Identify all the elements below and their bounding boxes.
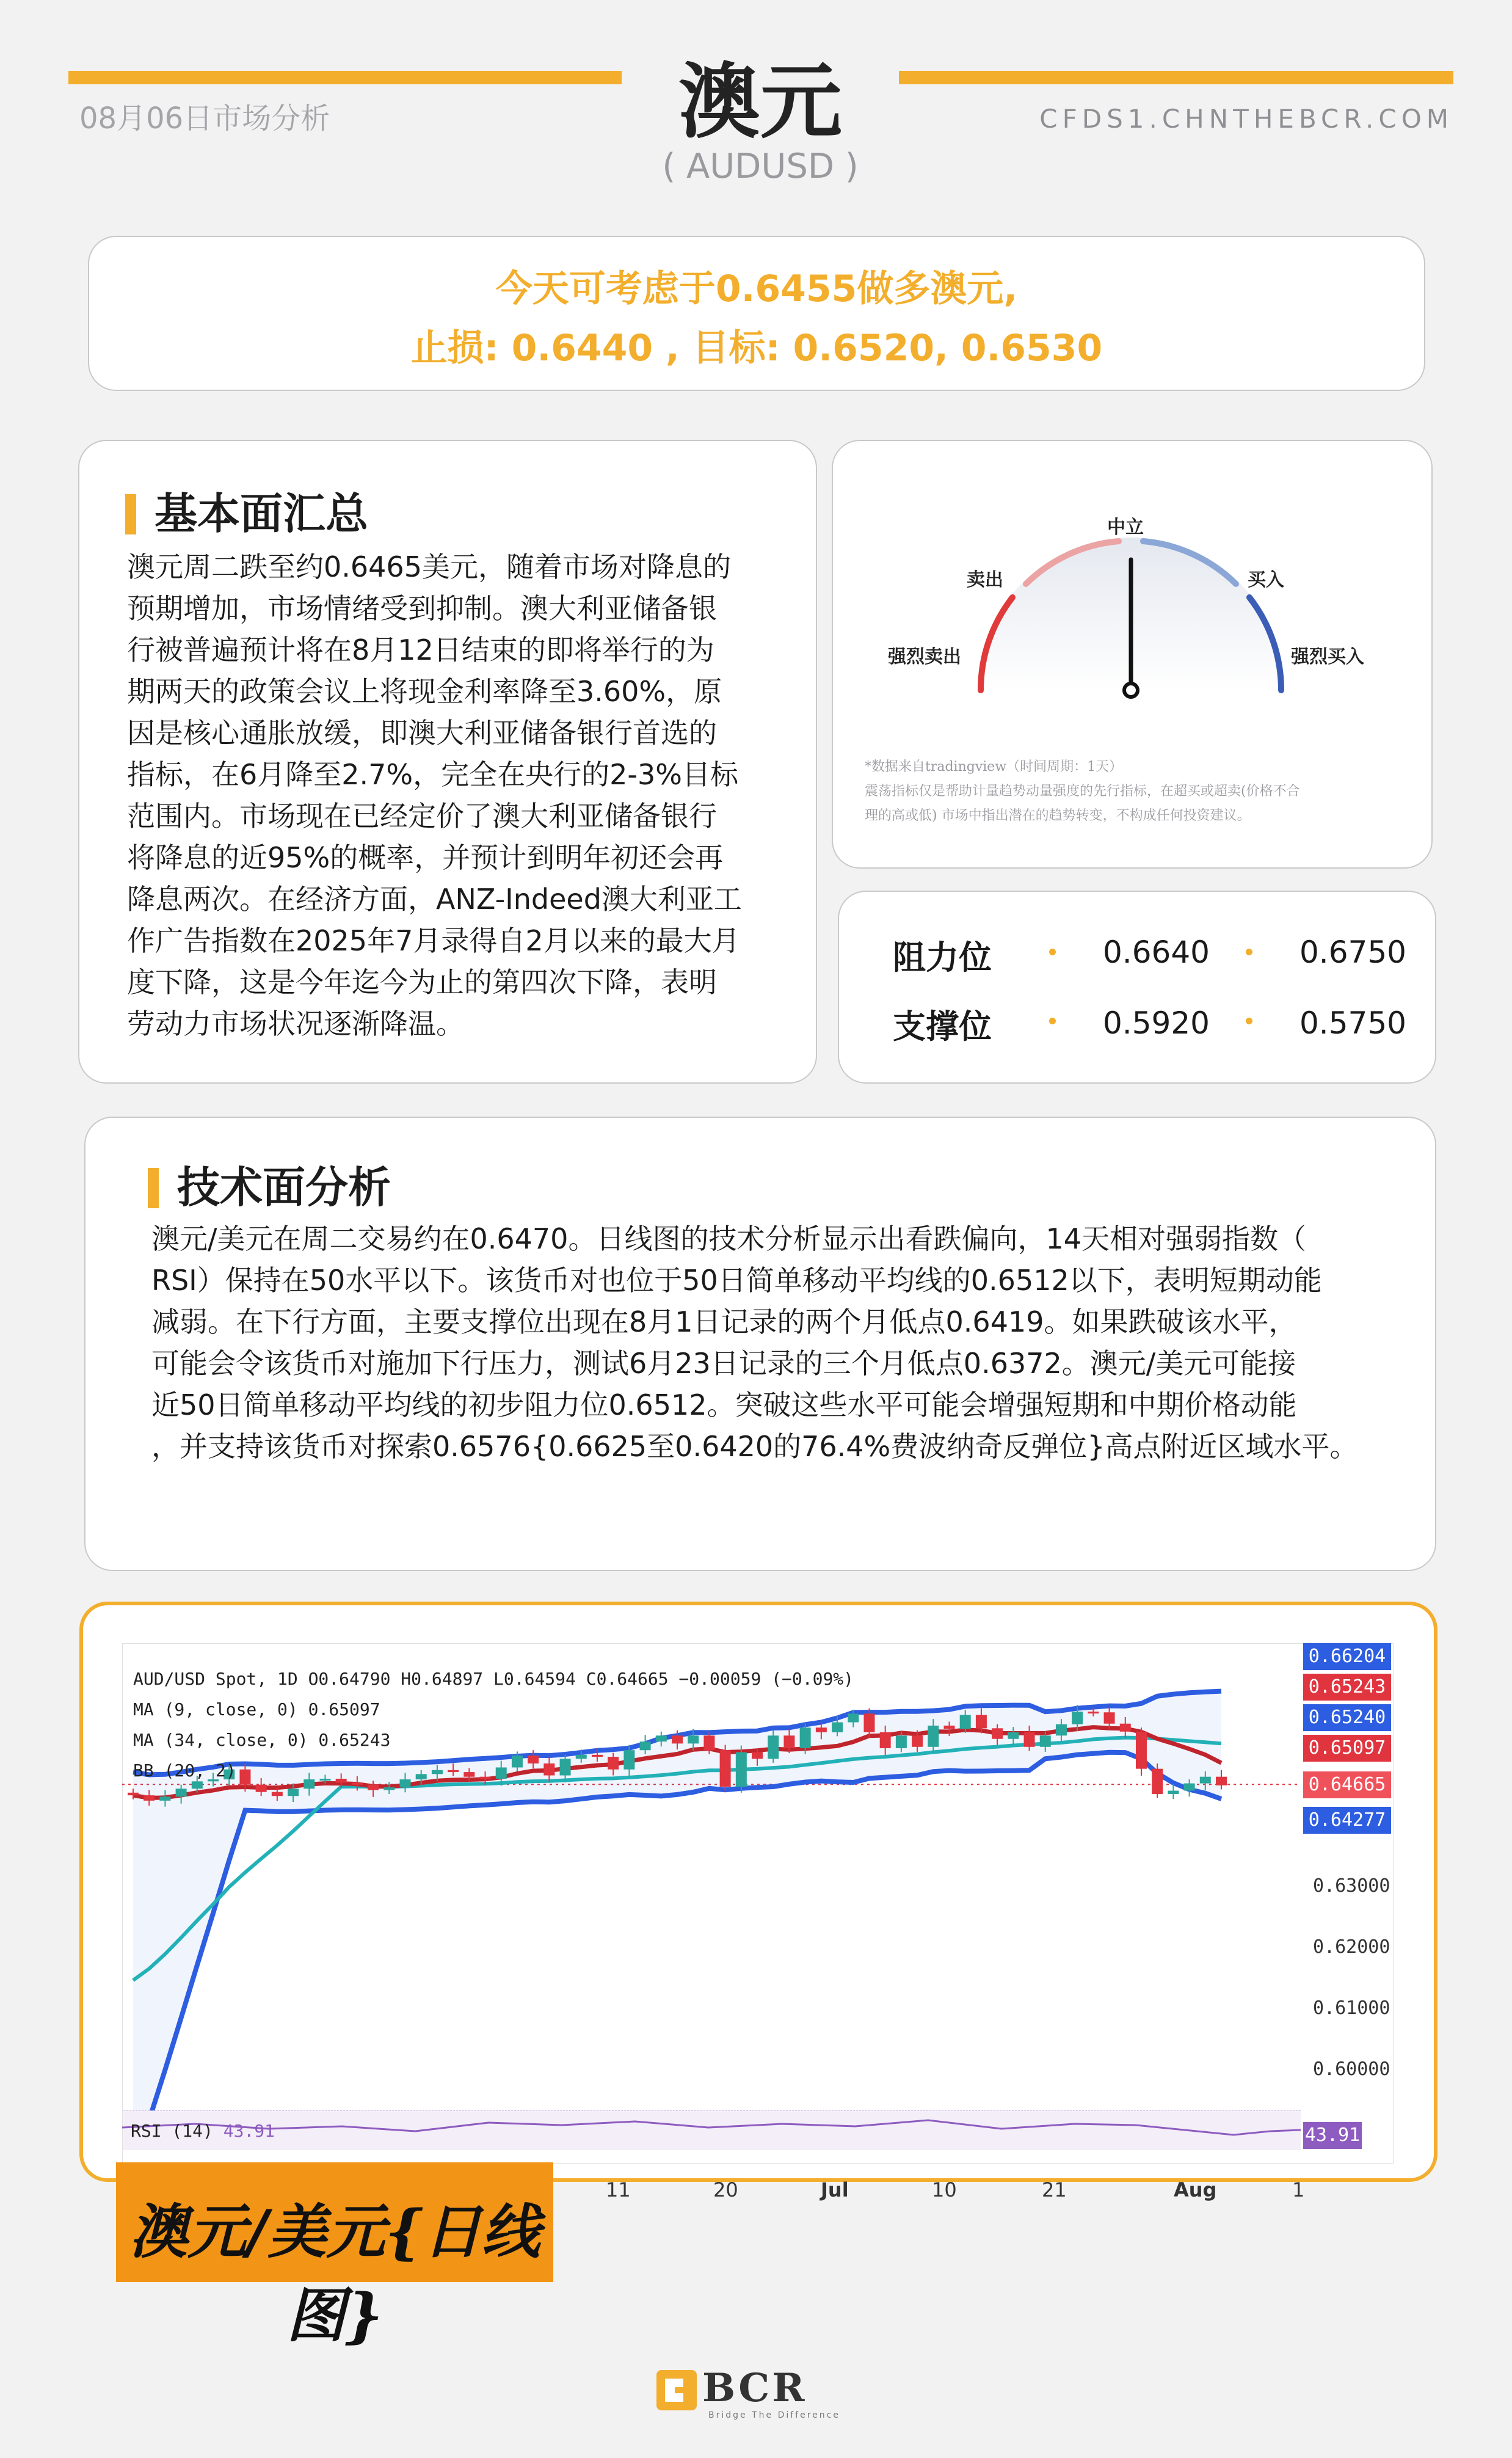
technical-line: ，并支持该货币对探索0.6576{0.6625至0.6420的76.4%费波纳奇反弹位}高点附近区域水平。: [151, 1430, 1358, 1463]
fundamental-line: 指标，在6月降至2.7%，完全在央行的2-3%目标: [127, 758, 738, 791]
candle-body: [1200, 1777, 1211, 1784]
y-tick-label: 0.63000: [1313, 1875, 1390, 1897]
candle-body: [432, 1770, 443, 1774]
gauge-pivot: [1124, 684, 1138, 697]
candle-body: [463, 1772, 474, 1777]
title-accent-bar: [125, 494, 136, 534]
technical-line: 减弱。在下行方面，主要支撑位出现在8月1日记录的两个月低点0.6419。如果跌破该水平，: [151, 1305, 1297, 1338]
candle-body: [1120, 1724, 1131, 1732]
candle-body: [656, 1735, 667, 1741]
bcr-logo-tagline: Bridge The Difference: [708, 2410, 840, 2420]
fundamental-line: 将降息的近95%的概率，并预计到明年初还会再: [127, 841, 724, 874]
candle-body: [144, 1795, 154, 1801]
candle-body: [976, 1715, 987, 1729]
gauge-label-neutral: 中立: [1107, 517, 1144, 538]
candle-body: [368, 1785, 379, 1790]
chart-legend-bb: BB (20, 2): [133, 1760, 236, 1781]
x-tick-label: 21: [1042, 2178, 1067, 2201]
price-badge: 0.65240: [1303, 1704, 1391, 1731]
candle-body: [448, 1770, 459, 1772]
candle-body: [736, 1752, 747, 1787]
candle-body: [528, 1756, 539, 1763]
candle-body: [272, 1792, 283, 1796]
gauge-note-line: 震荡指标仅是帮助计量趋势动量强度的先行指标，在超买或超卖(价格不合: [865, 784, 1300, 799]
support-dot-1: [1049, 1018, 1056, 1024]
fundamental-title: [125, 480, 368, 541]
rsi-line: [122, 2110, 1301, 2150]
technical-line: 澳元/美元在周二交易约在0.6470。日线图的技术分析显示出看跌偏向，14天相对强弱指数（: [151, 1222, 1306, 1255]
candle-body: [703, 1735, 714, 1750]
candle-body: [543, 1763, 554, 1776]
candle-body: [912, 1735, 923, 1746]
rsi-label: [131, 2121, 275, 2141]
price-badge: 0.65097: [1303, 1735, 1391, 1762]
support-dot-2: [1246, 1018, 1252, 1024]
y-tick-label: 0.62000: [1313, 1936, 1390, 1958]
x-tick-label: 10: [932, 2178, 957, 2201]
candle-body: [1040, 1735, 1051, 1746]
rsi-value: 43.91: [223, 2121, 275, 2141]
candle-body: [480, 1777, 491, 1779]
gauge-label-sell: 卖出: [967, 569, 1003, 591]
candle-body: [688, 1735, 699, 1743]
technical-title: [148, 1153, 391, 1215]
price-badge: 0.66204: [1303, 1643, 1391, 1670]
header-bar-right: [899, 71, 1453, 84]
candle-body: [560, 1759, 571, 1775]
page-title: 澳元: [678, 53, 842, 150]
candle-body: [608, 1757, 619, 1770]
candle-body: [1104, 1712, 1115, 1723]
price-badge: 0.65243: [1303, 1674, 1391, 1701]
fundamental-line: 劳动力市场状况逐渐降温。: [127, 1007, 464, 1040]
candle-body: [848, 1713, 859, 1722]
candle-body: [783, 1735, 794, 1748]
resistance-value-2: 0.6750: [1299, 935, 1406, 970]
chart-legend-ma9: MA (9, close, 0) 0.65097: [133, 1699, 380, 1720]
candle-body: [319, 1779, 330, 1781]
x-tick-label: 1: [1292, 2178, 1305, 2201]
technical-title-text: 技术面分析: [177, 1162, 391, 1213]
candle-body: [832, 1723, 843, 1732]
bcr-logo-text: BCR: [702, 2365, 807, 2411]
price-badge: 0.64277: [1303, 1807, 1391, 1834]
fundamental-line: 澳元周二跌至约0.6465美元，随着市场对降息的: [127, 550, 731, 583]
candle-body: [720, 1750, 731, 1787]
candle-body: [1168, 1791, 1179, 1794]
candle-body: [768, 1735, 779, 1759]
candle-body: [816, 1727, 827, 1732]
chart-legend-ma34: MA (34, close, 0) 0.65243: [133, 1730, 391, 1750]
gauge-note-line: *数据来自tradingview（时间周期：1天）: [865, 759, 1123, 775]
candle-body: [863, 1713, 874, 1732]
candle-body: [1088, 1712, 1099, 1713]
rsi-badge: 43.91: [1303, 2122, 1362, 2149]
candle-body: [383, 1787, 394, 1790]
support-label: 支撑位: [893, 1007, 992, 1046]
chart-caption-text: 澳元/美元{日线图}: [129, 2197, 540, 2350]
date-label: 08月06日市场分析: [79, 101, 330, 136]
gauge-label-strong-buy: 强烈买入: [1291, 646, 1364, 668]
candle-body: [192, 1781, 203, 1789]
candle-body: [623, 1750, 634, 1770]
candle-body: [128, 1793, 139, 1795]
candle-body: [1072, 1712, 1083, 1724]
title-accent-bar: [148, 1168, 159, 1208]
candle-body: [1024, 1732, 1035, 1747]
fundamental-line: 降息两次。在经济方面，ANZ-Indeed澳大利亚工: [127, 883, 742, 916]
candle-body: [288, 1789, 299, 1796]
y-tick-label: 0.60000: [1313, 2059, 1390, 2080]
technical-line: RSI）保持在50水平以下。该货币对也位于50日简单移动平均线的0.6512以下，表明短期动能: [151, 1264, 1322, 1297]
candle-body: [576, 1755, 587, 1759]
bcr-logo-icon: [656, 2370, 697, 2410]
bcr-logo: [656, 2370, 697, 2410]
candle-body: [496, 1767, 507, 1778]
candle-body: [416, 1774, 427, 1779]
candle-body: [928, 1726, 939, 1747]
price-badge: 0.64665: [1303, 1771, 1391, 1798]
resistance-label: 阻力位: [893, 938, 992, 977]
candle-body: [256, 1785, 267, 1792]
resistance-dot-1: [1049, 949, 1056, 955]
rsi-name: RSI (14): [131, 2121, 213, 2141]
candle-body: [752, 1752, 763, 1759]
candle-body: [1136, 1732, 1147, 1769]
candle-body: [336, 1779, 347, 1783]
candle-body: [303, 1779, 314, 1789]
candle-body: [1008, 1732, 1019, 1739]
gauge-label-strong-sell: 强烈卖出: [888, 646, 961, 668]
fundamental-line: 行被普遍预计将在8月12日结束的即将举行的为: [127, 633, 714, 666]
fundamental-line: 作广告指数在2025年7月录得自2月以来的最大月: [127, 924, 740, 957]
candle-body: [896, 1735, 907, 1748]
website-label[interactable]: CFDS1.CHNTHEBCR.COM: [1039, 104, 1453, 134]
candle-body: [1056, 1724, 1067, 1735]
candle-body: [512, 1756, 523, 1768]
gauge-note-line: 理的高或低) 市场中指出潜在的趋势转变，不构成任何投资建议。: [865, 808, 1251, 823]
x-tick-label: Aug: [1174, 2178, 1217, 2201]
candle-body: [800, 1727, 811, 1748]
x-tick-label: 11: [606, 2178, 631, 2201]
page-subtitle: ( AUDUSD ): [662, 147, 859, 186]
support-value-2: 0.5750: [1299, 1005, 1406, 1041]
candle-body: [944, 1726, 955, 1729]
x-tick-label: 20: [713, 2178, 738, 2201]
candle-body: [239, 1770, 250, 1785]
gauge-label-buy: 买入: [1248, 569, 1284, 591]
resistance-value-1: 0.6640: [1103, 935, 1210, 970]
signal-line-1: 今天可考虑于0.6455做多澳元,: [495, 268, 1018, 310]
gauge-note: [865, 755, 1414, 828]
candle-body: [992, 1728, 1003, 1738]
candle-body: [176, 1789, 187, 1796]
fundamental-line: 期两天的政策会议上将现金利率降至3.60%，原: [127, 675, 722, 708]
candle-body: [1152, 1769, 1163, 1794]
fundamental-line: 预期增加，市场情绪受到抑制。澳大利亚储备银: [127, 592, 717, 625]
candle-body: [672, 1735, 683, 1743]
candle-body: [592, 1755, 603, 1757]
fundamental-line: 因是核心通胀放缓，即澳大利亚储备银行首选的: [127, 717, 717, 749]
chart-legend-main: AUD/USD Spot, 1D O0.64790 H0.64897 L0.64594 C0.64665 −0.00059 (−0.09%): [133, 1669, 854, 1689]
y-tick-label: 0.61000: [1313, 1997, 1390, 2019]
fundamental-title-text: 基本面汇总: [154, 489, 368, 539]
fundamental-line: 度下降，这是今年迄今为止的第四次下降，表明: [127, 966, 717, 999]
x-tick-label: Jul: [821, 2178, 849, 2201]
fundamental-text: [127, 546, 793, 1045]
technical-line: 可能会令该货币对施加下行压力，测试6月23日记录的三个月低点0.6372。澳元/美元可能接: [151, 1347, 1296, 1380]
support-value-1: 0.5920: [1103, 1005, 1210, 1041]
resistance-dot-2: [1246, 949, 1252, 955]
technical-text: [151, 1218, 1409, 1467]
candle-body: [960, 1715, 971, 1729]
candle-body: [159, 1796, 170, 1801]
levels-card: [838, 891, 1436, 1084]
candle-body: [1184, 1784, 1195, 1791]
candle-body: [880, 1732, 891, 1748]
candle-body: [640, 1741, 651, 1750]
signal-line-2: 止损: 0.6440 , 目标: 0.6520, 0.6530: [410, 327, 1103, 370]
technical-line: 近50日简单移动平均线的初步阻力位0.6512。突破这些水平可能会增强短期和中期价格动能: [151, 1388, 1297, 1421]
fundamental-line: 范围内。市场现在已经定价了澳大利亚储备银行: [127, 800, 717, 833]
candle-body: [400, 1779, 411, 1787]
header-bar-left: [68, 71, 622, 84]
candle-body: [1216, 1777, 1227, 1785]
sentiment-gauge: [832, 440, 1433, 721]
candle-body: [352, 1782, 363, 1784]
